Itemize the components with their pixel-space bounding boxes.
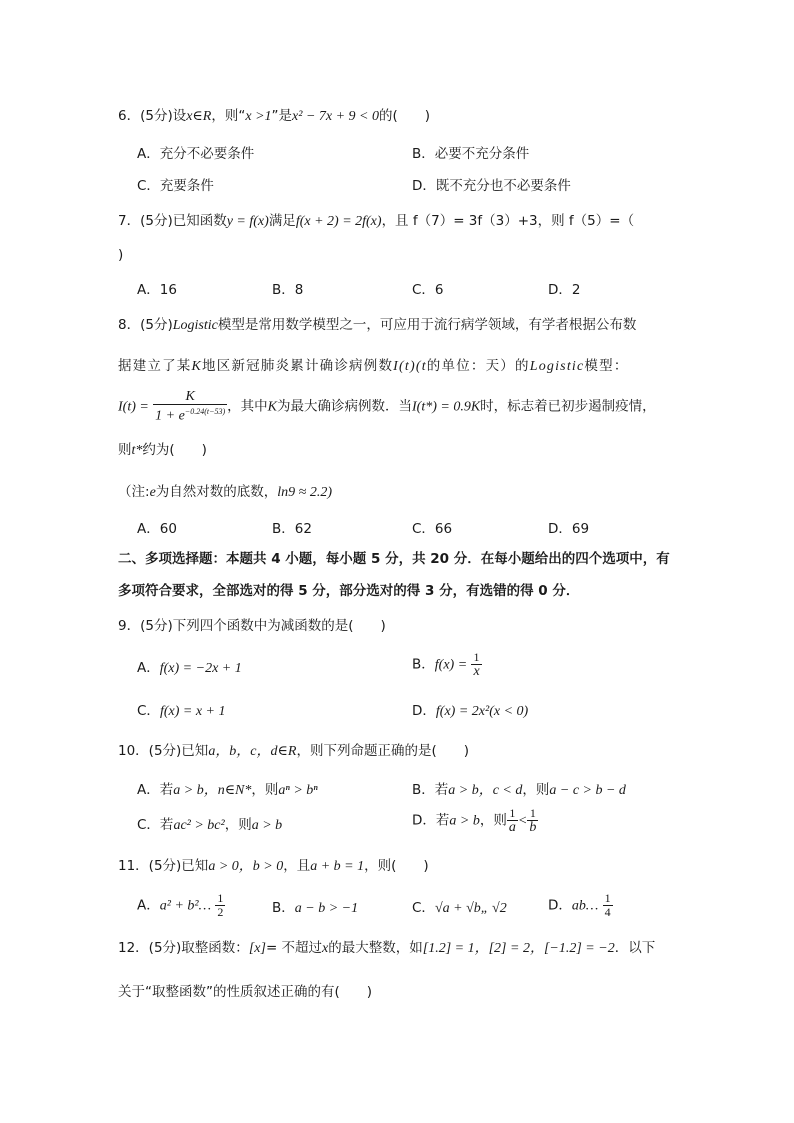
q8-line-4 [118, 441, 207, 460]
q7-stem-close: ) [118, 247, 124, 263]
q8-formula-line [118, 390, 656, 423]
q9-option-b-label: B． [412, 656, 435, 673]
q6-option-d: D．既不充分也不必要条件 [412, 178, 571, 194]
q11-stem [118, 857, 429, 876]
q8-line-3-text-2: 为最大确诊病例数．当 [277, 398, 412, 415]
q10-d-less-than: < [517, 813, 528, 829]
q7-stem [118, 212, 634, 231]
q7-stem-text-2: 满足 [268, 213, 296, 229]
q10-option-c [137, 816, 282, 835]
q8-line-4-text: 则 [118, 442, 132, 458]
q12-stem-text-3: 的最大整数，如 [328, 940, 423, 956]
q6-stem-text-2: ，则“ [211, 108, 246, 124]
q12-line-1 [118, 939, 655, 958]
q8-line-2-text-3: 的单位：天）的 [426, 358, 530, 374]
q7-option-b: B．8 [272, 282, 304, 298]
q8-line-2-text: 据建立了某 [118, 358, 192, 374]
q10-option-b-label: B．若 [412, 782, 449, 798]
q8-k-var-2: K [267, 399, 277, 415]
q10-option-c-then: ，则 [224, 817, 252, 833]
q9-b-denominator: x [473, 664, 480, 679]
q9-option-d-expr: f(x) = 2x²(x < 0) [435, 704, 529, 719]
q10-option-b-then: ，则 [522, 782, 550, 798]
q8-note-text: （注: [118, 484, 150, 500]
q6-stem-text-4: 的( ) [379, 108, 431, 124]
q7-option-d: D．2 [548, 282, 581, 298]
q10-option-a-premise: a > b，n∈N* [173, 783, 252, 798]
q10-option-d-fraction-2 [527, 807, 538, 834]
q10-option-d [412, 807, 538, 834]
q8-t-star: t* [131, 443, 143, 458]
q9-stem: 9．(5分)下列四个函数中为减函数的是( ) [118, 618, 386, 634]
q11-option-c [412, 899, 507, 918]
q11-option-b [272, 899, 358, 918]
q10-stem-text-2: ，则下列命题正确的是( ) [296, 743, 469, 759]
q10-option-d-fraction-1 [507, 807, 518, 834]
q6-condition: x∈R [186, 109, 212, 124]
q11-option-b-expr: a − b > −1 [294, 901, 359, 916]
q8-line-3-text-3: 时，标志着已初步遏制疫情， [480, 398, 656, 415]
q8-option-a: A．60 [137, 521, 177, 537]
q10-d-num-1: 1 [509, 806, 516, 820]
q7-option-c: C．6 [412, 282, 444, 298]
q10-option-b [412, 781, 626, 800]
q7-equation: f(x + 2) = 2f(x) [295, 214, 382, 229]
q10-option-d-label: D．若 [412, 812, 450, 829]
q10-option-b-premise: a > b，c < d [448, 783, 523, 798]
q9-option-d [412, 702, 528, 721]
q8-line-1 [118, 316, 636, 335]
q8-line-1-text: 模型是常用数学模型之一，可应用于流行病学领域，有学者根据公布数 [217, 317, 637, 333]
q11-option-a-expr: a² + b²… [159, 898, 212, 914]
q8-option-b: B．62 [272, 521, 312, 537]
q8-line-2 [118, 357, 629, 376]
q12-stem-text-2: = 不超过 [265, 940, 323, 956]
q6-option-a: A．充分不必要条件 [137, 146, 255, 162]
q8-formula-numerator: K [185, 389, 195, 404]
q8-line-4-text-2: 约为( ) [142, 442, 207, 458]
q8-logistic-term: Logistic [172, 318, 218, 333]
q8-formula-denominator [153, 404, 227, 423]
q11-stem-text: 11．(5分)已知 [118, 858, 209, 874]
q8-note-e: e [149, 485, 156, 500]
q8-note [118, 483, 332, 502]
q11-option-a-fraction [215, 892, 225, 919]
q7-stem-text-3: ，且 f（7）= 3f（3）+3，则 f（5）=（ [381, 213, 635, 229]
q8-k-var: K [191, 359, 203, 374]
q11-option-a-label: A． [137, 897, 160, 914]
q11-a-denominator: 2 [217, 905, 224, 919]
q9-option-b [412, 651, 482, 678]
q12-stem-text-4: ．以下 [614, 940, 656, 956]
q11-d-denominator: 4 [604, 905, 611, 919]
q11-sum: a + b = 1 [310, 859, 365, 874]
q6-stem-text: 6．(5分)设 [118, 108, 187, 124]
q8-it-var: I(t)(t [393, 359, 427, 374]
q10-d-den-2: b [529, 820, 537, 835]
q11-option-c-label: C． [412, 900, 435, 916]
q10-option-d-premise: a > b [449, 813, 480, 829]
q11-option-b-label: B． [272, 900, 295, 916]
q12-stem-text: 12．(5分)取整函数： [118, 940, 249, 956]
q9-option-a-expr: f(x) = −2x + 1 [159, 661, 242, 676]
q10-option-a-label: A．若 [137, 782, 174, 798]
q8-formula-lhs: I(t) = [118, 399, 149, 415]
q10-stem [118, 742, 469, 761]
q10-option-c-premise: ac² > bc² [173, 818, 225, 833]
q9-option-a-label: A． [137, 660, 160, 676]
q11-stem-text-2: ，且 [283, 858, 311, 874]
q10-d-den-1: a [508, 820, 516, 835]
q8-option-d: D．69 [548, 521, 590, 537]
q10-option-a-then: ，则 [251, 782, 279, 798]
q8-formula-den-base: 1 + e [155, 408, 185, 424]
q10-d-num-2: 1 [529, 806, 536, 820]
q8-logistic-term-2: Logistic [529, 359, 585, 374]
q9-option-d-label: D． [412, 703, 436, 719]
q11-option-d-label: D． [548, 897, 572, 914]
q8-note-ln: ln9 ≈ 2.2) [277, 485, 333, 500]
section-2-heading: 二、多项选择题：本题共 4 小题，每小题 5 分，共 20 分．在每小题给出的四个选项中，有 [118, 551, 670, 567]
q9-option-c-expr: f(x) = x + 1 [159, 704, 226, 719]
q6-inequality: x² − 7x + 9 < 0 [292, 109, 379, 124]
q8-formula-fraction [153, 390, 227, 423]
q9-option-a [137, 659, 242, 678]
q11-option-a [137, 892, 225, 919]
q6-option-c: C．充要条件 [137, 178, 214, 194]
q10-stem-text: 10．(5分)已知 [118, 743, 209, 759]
q10-option-a-conclusion: aⁿ > bⁿ [278, 783, 318, 798]
q10-option-b-conclusion: a − c > b − d [549, 783, 626, 798]
q6-option-b: B．必要不充分条件 [412, 146, 530, 162]
q6-stem [118, 107, 430, 126]
q8-line-2-text-2: 地区新冠肺炎累计确诊病例数 [202, 358, 394, 374]
q8-line-2-text-4: 模型： [584, 358, 629, 374]
q7-function: y = f(x) [226, 214, 269, 229]
q11-option-d-fraction [603, 892, 613, 919]
q11-option-d-expr: ab… [571, 898, 599, 914]
q8-note-text-2: 为自然对数的底数， [155, 484, 278, 500]
q8-threshold: I(t*) = 0.9K [412, 399, 481, 415]
q10-option-a [137, 781, 318, 800]
q8-formula-exponent: −0.24(t−53) [184, 407, 226, 416]
q9-option-b-fraction [471, 651, 481, 678]
q11-d-numerator: 1 [604, 891, 611, 905]
q7-stem-text: 7．(5分)已知函数 [118, 213, 227, 229]
q8-option-c: C．66 [412, 521, 453, 537]
q11-stem-text-3: ，则( ) [364, 858, 429, 874]
q8-line-3-text: ，其中 [227, 398, 268, 415]
q10-option-c-conclusion: a > b [251, 818, 283, 833]
q10-variables: a，b，c，d∈R [208, 744, 297, 759]
q9-b-numerator: 1 [473, 650, 480, 664]
q9-option-b-expr: f(x) = [434, 657, 468, 673]
q7-option-a: A．16 [137, 282, 177, 298]
q10-option-d-then: ，则 [479, 812, 507, 829]
q9-option-c-label: C． [137, 703, 160, 719]
section-2-instructions: 多项符合要求，全部选对的得 5 分，部分选对的得 3 分，有选错的得 0 分． [118, 583, 580, 599]
q12-examples: [1.2] = 1，[2] = 2，[−1.2] = −2 [422, 941, 615, 956]
q11-a-numerator: 1 [217, 891, 224, 905]
q11-option-d [548, 892, 613, 919]
q11-conditions: a > 0，b > 0 [208, 859, 284, 874]
q11-option-c-expr: √a + √b„ √2 [434, 901, 507, 916]
q12-floor-notation: [x] [248, 941, 266, 956]
q6-stem-text-3: ”是 [271, 108, 293, 124]
q10-option-c-label: C．若 [137, 817, 174, 833]
q6-x-gt-1: x >1 [245, 109, 272, 124]
q9-option-c [137, 702, 225, 721]
q12-x-var: x [322, 941, 329, 956]
q8-number: 8．(5分) [118, 317, 173, 333]
q12-line-2: 关于“取整函数”的性质叙述正确的有( ) [118, 984, 373, 1000]
